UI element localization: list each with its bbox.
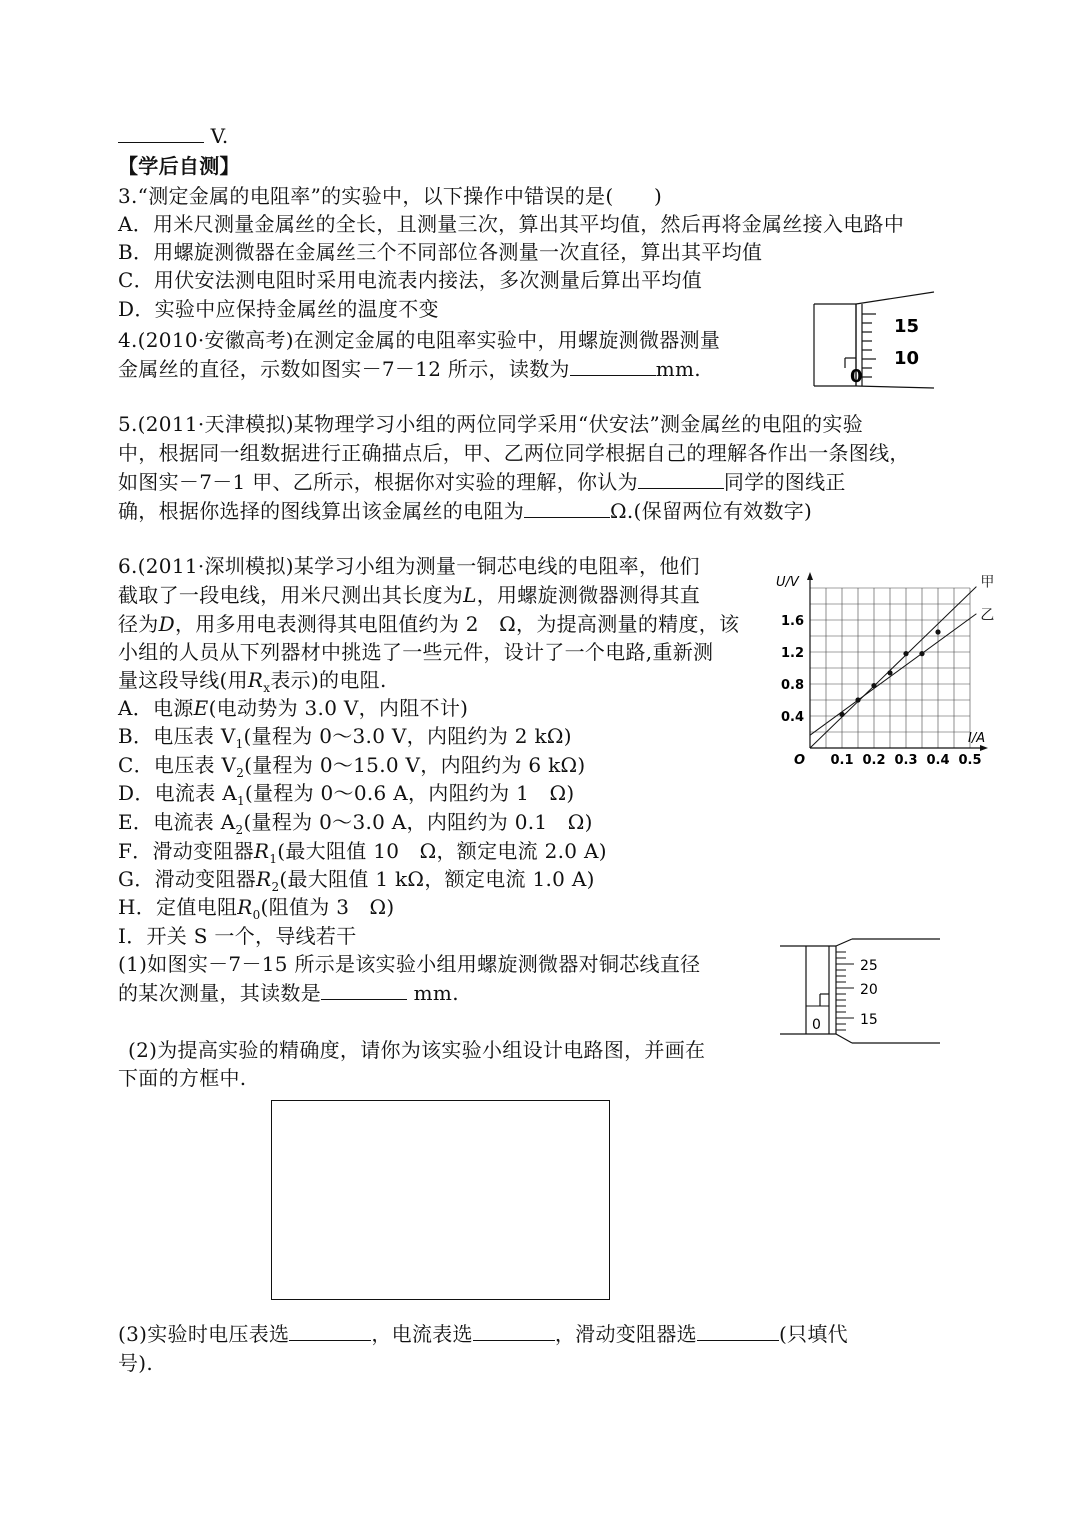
q3-option-a: A．用米尺测量金属丝的全长，且测量三次，算出其平均值，然后再将金属丝接入电路中 [118,212,905,236]
top-answer-line [118,122,229,150]
y-tick-label: 1.2 [780,646,804,661]
micrometer2-label-25: 25 [860,958,878,974]
q6-option-d: D．电流表 $A_1$(量程为 0～0.6 A，内阻约为 1 Ω) [118,781,575,808]
data-point [887,670,892,675]
data-point [903,651,908,656]
q6-part3-line: (3)实验时电压表选 ，电流表选 ，滑动变阻器选 (只填代 [118,1322,848,1346]
q6-line4: 小组的人员从下列器材中挑选了一些元件，设计了一个电路,重新测 [118,640,714,664]
micrometer2-label-15: 15 [860,1012,878,1028]
q6-line5: 量这段导线(用$R_x$表示)的电阻. [118,668,387,695]
micrometer1-label-15: 15 [894,316,920,337]
q6-line2: 截取了一段电线，用米尺测出其长度为L，用螺旋测微器测得其直 [118,583,701,607]
u-i-graph [770,574,995,776]
x-tick-label: 0.1 [830,753,854,768]
data-point [871,683,876,688]
section-title: 【学后自测】 [118,154,240,178]
q6-part3-line2: 号). [118,1351,154,1375]
q3-stem: 3.“测定金属的电阻率”的实验中，以下操作中错误的是( ) [118,184,663,208]
q6-option-c: C．电压表 $V_2$(量程为 0～15.0 V，内阻约为 6 kΩ) [118,753,586,780]
data-point [935,629,940,634]
q6-part1-blank[interactable] [321,979,407,1000]
q5-line1: 5.(2011·天津模拟)某物理学习小组的两位同学采用“伏安法”测金属丝的电阻的实验 [118,412,863,436]
micrometer1-main-scale: 0 [850,366,863,387]
y-axis-arrow [807,572,813,580]
q6-option-g: G．滑动变阻器$R_2$(最大阻值 1 kΩ，额定电流 1.0 A) [118,867,595,894]
q6-option-a: A．电源E(电动势为 3.0 V，内阻不计) [118,696,469,720]
y-axis-label: U/V [776,575,799,590]
q6-part3-blank-rheostat[interactable] [697,1320,779,1341]
x-tick-label: 0.4 [926,753,950,768]
q3-option-b: B．用螺旋测微器在金属丝三个不同部位各测量一次直径，算出其平均值 [118,240,763,264]
micrometer1-label-10: 10 [894,348,920,369]
q6-option-b: B．电压表 $V_1$(量程为 0～3.0 V，内阻约为 2 kΩ) [118,724,572,751]
x-axis-label: I/A [968,731,986,746]
fit-line [810,587,976,748]
q5-line4: 确，根据你选择的图线算出该金属丝的电阻为 Ω.(保留两位有效数字) [118,499,813,523]
fit-line [810,614,976,735]
fit-line-label: 乙 [980,607,995,624]
q5-blank-2[interactable] [524,497,610,518]
micrometer2-main-scale: 0 [812,1017,821,1033]
q6-option-i: I．开关 S 一个，导线若干 [118,924,357,948]
q6-option-f: F．滑动变阻器$R_1$(最大阻值 10 Ω，额定电流 2.0 A) [118,839,607,866]
graph-grid [810,588,970,748]
q6-line3: 径为D，用多用电表测得其电阻值约为 2 Ω，为提高测量的精度，该 [118,612,740,636]
micrometer2-label-20: 20 [860,982,878,998]
q3-option-d: D．实验中应保持金属丝的温度不变 [118,297,439,321]
q4-answer-blank[interactable] [570,355,656,376]
data-point [855,697,860,702]
y-tick-label: 1.6 [780,614,804,629]
q6-option-h: H．定值电阻$R_0$(阻值为 3 Ω) [118,895,395,922]
q5-line2: 中，根据同一组数据进行正确描点后，甲、乙两位同学根据自己的理解各作出一条图线， [118,441,910,465]
unit-text: V. [210,124,229,148]
origin-label: O [794,753,806,768]
y-tick-label: 0.8 [780,678,804,693]
fit-line-label: 甲 [980,574,995,591]
q6-line1: 6.(2011·深圳模拟)某学习小组为测量一铜芯电线的电阻率，他们 [118,554,700,578]
x-tick-label: 0.2 [862,753,886,768]
graph-fit-lines [810,575,994,748]
q5-line3: 如图实－7－1 甲、乙所示，根据你对实验的理解，你认为 同学的图线正 [118,470,846,494]
q6-part2-line2: 下面的方框中. [118,1066,247,1090]
data-point [919,651,924,656]
q4-line1: 4.(2010·安徽高考)在测定金属的电阻率实验中，用螺旋测微器测量 [118,328,721,352]
x-tick-label: 0.3 [894,753,918,768]
q6-part3-blank-ammeter[interactable] [473,1320,555,1341]
q5-blank-1[interactable] [638,468,724,489]
q6-part1-line2: 的某次测量，其读数是 mm. [118,981,459,1005]
data-point [839,712,844,717]
micrometer-figure-2 [776,936,946,1048]
q4-line2: 金属丝的直径，示数如图实－7－12 所示，读数为 mm. [118,357,701,381]
y-tick-label: 0.4 [780,710,804,725]
q3-option-c: C．用伏安法测电阻时采用电流表内接法，多次测量后算出平均值 [118,268,703,292]
answer-blank[interactable] [118,122,204,143]
q6-part3-blank-voltmeter[interactable] [289,1320,371,1341]
micrometer-figure-1 [810,290,940,390]
q6-option-e: E．电流表 $A_2$(量程为 0～3.0 A，内阻约为 0.1 Ω) [118,810,593,837]
x-tick-label: 0.5 [958,753,982,768]
q6-part2-line1: (2)为提高实验的精确度，请你为该实验小组设计电路图，并画在 [128,1038,706,1062]
q6-part1-line1: (1)如图实－7－15 所示是该实验小组用螺旋测微器对铜芯线直径 [118,952,701,976]
circuit-drawing-box[interactable] [271,1100,610,1300]
